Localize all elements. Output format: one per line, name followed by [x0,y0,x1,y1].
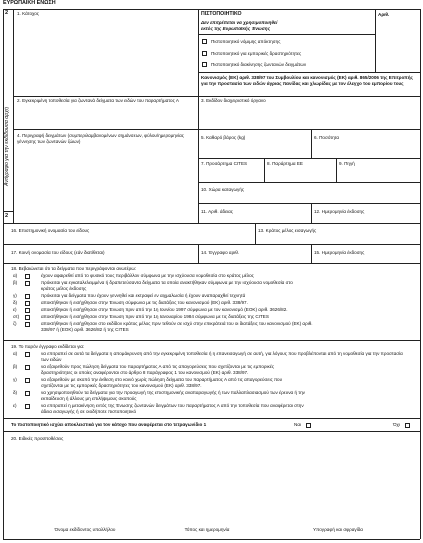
option-label-legal-acquisition: Πιστοποιητικό νόμιμης απόκτησης [211,38,281,44]
box18-checkbox-a[interactable] [25,274,30,279]
certificate-options-top [198,34,375,35]
box18-checkbox-b[interactable] [25,281,30,286]
validity-no-checkbox[interactable] [306,423,311,428]
page-header-title: ΕΥΡΩΠΑΪΚΗ ΕΝΩΣΗ [3,0,56,6]
row7-top [198,158,420,159]
option-checkbox-live-movement[interactable] [202,62,207,67]
box18-text-c: πρόκειται για δείγματα που έχουν γεννηθεί και εκτραφεί εν αιχμαλωσία ή έχουν αναπαραχθεί τεχνητά [41,293,246,298]
row4-top [13,129,420,130]
box19-text-a: να επιτραπεί σε αυτά τα δείγματα η απομάκρυνση από την εγκεκριμένη τοποθεσία ή η επανεισαγωγή σε αυτή, για λόγους που προβλέπονται από τη νομοθεσία για την προστασία [41,351,403,356]
box19-letter-b: β) [13,364,18,369]
box5-label: 5. Καθαρό βάρος (kg) [201,135,246,140]
box18-top [3,263,420,264]
box11-label: 11. Αριθ. άδειας [201,209,234,214]
side-bottom-line [3,211,13,212]
box18-letter-c: γ) [13,293,17,298]
row10-top [198,182,420,183]
signature-place-date: Τόπος και ημερομηνία [184,527,230,532]
frame-section-divider [3,223,420,224]
box8-9-divider [336,158,337,182]
regulation-top [198,72,420,73]
box4-right-border [198,129,199,223]
row2-top [13,96,420,97]
box18-text-a: έχουν αφαιρεθεί από το φυσικό τους περιβάλλον σύμφωνα με την ισχύουσα νομοθεσία στο κράτος μέλος [41,273,254,278]
option-checkbox-legal-acquisition[interactable] [202,39,207,44]
box18-checkbox-g[interactable] [25,322,30,327]
box19-letter-d: δ) [13,390,18,395]
regulation-text: Κανονισμός (ΕΚ) αριθ. 338/97 του Συμβουλίου και κανονισμός (ΕΚ) αριθ. 865/2006 της Επιτροπής για την προστασία των ειδών άγριας πανίδας και χλωρίδας με τον έλεγχο του εμπορίου τους [201,75,413,86]
box7-8-divider [264,158,265,182]
number-cell-border [375,9,376,72]
box19-letter-e: ε) [13,403,17,408]
box18-text-g-cont: 338/97 ή (ΕΟΚ) αριθ. 3626/82 ή της CITES [41,327,129,332]
lower-frame-bottom [3,539,420,540]
box8-label: 8. Παράρτημα ΕΕ [267,161,303,166]
box11-12-divider [311,203,312,223]
validity-text: Το πιστοποιητικό ισχύει αποκλειστικά για τον κάτοχο που αναφέρεται στο τετραγωνίδιο 1 [11,422,207,427]
box18-checkbox-f[interactable] [25,315,30,320]
box2-label: 2. Εγκεκριμένη τοποθεσία για ζωντανά δείγματα των ειδών του παραρτήματος Α [17,98,179,103]
box18-checkbox-e[interactable] [25,308,30,313]
box19-checkbox-e[interactable] [25,404,30,409]
box19-top [3,340,420,341]
box15-label: 15. Ημερομηνία έκδοσης [314,250,365,255]
certificate-title: ΠΙΣΤΟΠΟΙΗΤΙΚΟ [201,11,242,17]
option-label-commercial: Πιστοποιητικό για εμπορικές δραστηριότητες [211,50,302,56]
row17-top [3,244,420,245]
side-vertical-label: Αντίγραφο για την εκδίδουσα αρχή [4,107,10,186]
box16-13-divider [255,223,256,244]
box18-letter-e: ε) [13,307,17,312]
signature-signature-stamp: Υπογραφή και σφραγίδα [313,527,363,532]
box18-text-b: πρόκειται για εγκαταλελειμμένα ή δραπετεύσαντα δείγματα τα οποία ανακτήθηκαν σύμφωνα με την ισχύουσα νομοθεσία στο [41,280,293,285]
box14-15-divider [311,244,312,263]
box20-label: 20. Ειδικές προϋποθέσεις [11,436,64,441]
option-checkbox-commercial[interactable] [202,51,207,56]
box9-label: 9. Πηγή [339,161,355,166]
box19-checkbox-b[interactable] [25,365,30,370]
box10-label: 10. Χώρα καταγωγής [201,187,245,192]
validity-top [3,418,420,419]
signature-official-name: Όνομα εκδίδοντος υπαλλήλου [54,527,116,532]
box17-14-divider [198,244,199,263]
frame-top [3,9,420,10]
box19-letter-c: γ) [13,377,17,382]
box19-text-e: να επιτραπεί η μετακίνηση εντός της Ένωσης ζωντανών δειγμάτων του παραρτήματος Α από την τοποθεσία που αναφέρεται στην [41,403,304,408]
box16-label: 16. Επιστημονική ονομασία του είδους [11,228,90,233]
box18-text-g: αποκτήθηκαν ή εισήχθησαν στο εκδίδον κράτος μέλος πριν τεθούν σε ισχύ στην επικράτειά του οι διατάξεις του κανονισμού (ΕΚ) αριθ. [41,321,313,326]
box18-text-d: αποκτήθηκαν ή εισήχθησαν στην Ένωση σύμφωνα με τις διατάξεις του κανονισμού (ΕΚ) αριθ. 338/97. [41,300,248,305]
certificate-number-label: Αριθ. [378,12,390,17]
box19-text-a-cont: των ειδών [41,357,62,362]
box1-label: 1. Κάτοχος [17,11,40,16]
box19-text-e-cont: άδεια εισαγωγής ή σε οιοδήποτε πιστοποιητικό [41,409,137,414]
box18-letter-a: α) [13,273,18,278]
side-strip-divider [13,9,14,223]
box18-letter-d: δ) [13,300,18,305]
side-number-top: 2 [5,10,9,16]
lower-frame-right [420,223,421,539]
validity-yes-label: Όχι [393,422,400,427]
box18-checkbox-d[interactable] [25,301,30,306]
certificate-notice-line1: Δεν επιτρέπεται να χρησιμοποιηθεί [201,20,278,25]
box20-top [3,431,420,432]
box18-text-f: αποκτήθηκαν ή εισήχθησαν στην Ένωση πριν από την 1η Ιανουαρίου 1984 σύμφωνα με τις διατάξεις της CITES [41,314,269,319]
box19-text-c-cont: σχετίζονται με τις εμπορικές δραστηριότητες του κανονισμού (ΕΚ) αριθ. 338/97. [41,383,202,388]
box19-text-d-cont: εκπαίδευση ή άλλους μη επιλήψιμους σκοπούς [41,396,137,401]
box19-text-c: να εξαιρεθούν με σκοπό την έκθεση στο κοινό χωρίς πώληση δείγματα του παραρτήματος Α από τις απαγορεύσεις που [41,377,283,382]
box13-label: 13. Κράτος μέλος εισαγωγής [258,228,317,233]
box17-label: 17. Κοινή ονομασία του είδους (εάν διατίθεται) [11,250,105,255]
validity-yes-checkbox[interactable] [405,423,410,428]
box19-text-d: να χρησιμοποιηθούν τα δείγματα για την προαγωγή της επιστημονικής αναπαραγωγής ή των παλλαπλασιασμού των έρευνα ή την [41,390,305,395]
box18-label: 18. Βεβαιώνεται ότι τα δείγματα που περιγράφονται ανωτέρω: [11,266,137,271]
frame-right [420,9,421,224]
box18-checkbox-c[interactable] [25,294,30,299]
box18-letter-g: ζ) [13,321,17,326]
box3-label: 3. Εκδίδον διαχειριστικό όργανο [201,98,266,103]
box6-label: 6. Ποσότητα [314,135,340,140]
option-label-live-movement: Πιστοποιητικό διακίνησης ζωντανών δειγμάτων [211,61,307,67]
box12-label: 12. Ημερομηνία έκδοσης [314,209,365,214]
box19-checkbox-a[interactable] [25,352,30,357]
box18-text-b-cont: κράτος μέλος έκδοσης [41,286,87,291]
box1-right-border [198,9,199,129]
row11-top [198,203,420,204]
box18-text-e: αποκτήθηκαν ή εισήχθησαν στην Ένωση πριν από την 1η Ιουνίου 1997 σύμφωνα με τον κανονισμό (ΕΟΚ) αριθ. 3626/82. [41,307,288,312]
box18-letter-b: β) [13,280,18,285]
box7-label-line1: 7. Προσάρτημα CITES [201,161,248,166]
box19-label: 19. Το παρόν έγγραφο εκδίδεται για: [11,344,85,349]
box18-letter-f: στ) [13,314,20,319]
box4-label: 4. Περιγραφή δειγμάτων (συμπεριλαμβανομένων σημάνσεων, φύλου/ημερομηνίας γέννησης των ζωντανών ζώων) [17,133,184,144]
box19-checkbox-d[interactable] [25,391,30,396]
lower-frame-left [3,223,4,539]
box19-text-b: να εξαιρεθούν προς πώληση δείγματα του παραρτήματος Α από τις απαγορεύσεις που σχετίζονται με τις εμπορικές [41,364,275,369]
box19-text-b-cont: δραστηριότητες οι οποίες αναφέρονται στο άρθρο 8 παράγραφος 1 του κανονισμού (ΕΚ) αριθ. 338/97. [41,370,249,375]
box19-checkbox-c[interactable] [25,378,30,383]
box14-label: 14. Έγγραφο αριθ. [201,250,240,255]
validity-no-label: Ναι [294,422,301,427]
box19-letter-a: α) [13,351,18,356]
box5-6-divider [311,129,312,158]
side-number-bottom: 2 [5,213,9,219]
certificate-notice-line2: εκτός της Ευρωπαϊκής Ένωσης [201,26,271,31]
